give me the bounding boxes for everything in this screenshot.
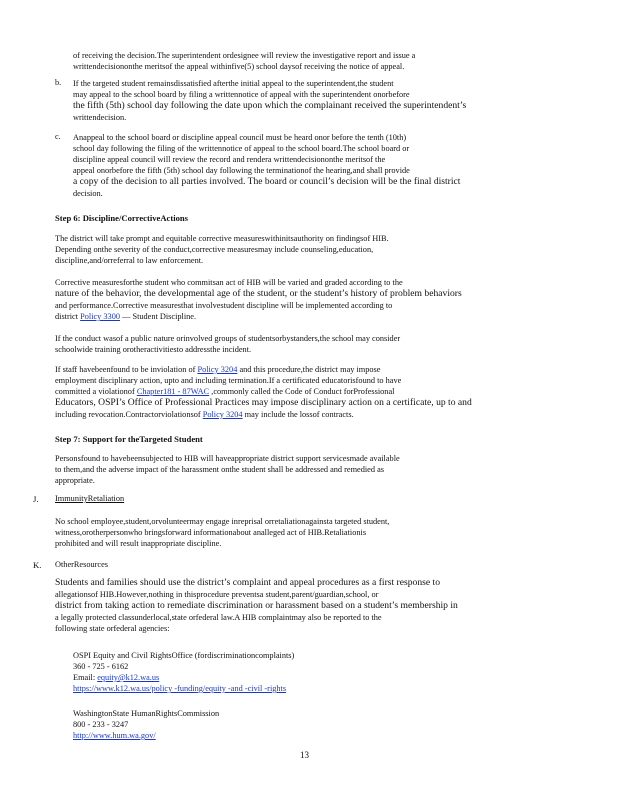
policy-3300-link[interactable]: Policy 3300: [80, 312, 120, 321]
item-c-text: Anappeal to the school board or discipline appeal council must be heard onor before the tenth (10th) school day following the filing of the writtennotice of appeal to the school board.The school board or discipline appeal council will review the record and rendera writtendecisiononthe meritsof the appeal onorbefore the fifth (5th) school day following the terminationof the hearing,and shall provide a copy of the decision to all parties involved. The board or council’s decision will be the final district decision.: [73, 133, 461, 198]
section-k-paragraph: Students and families should use the district’s complaint and appeal procedures as a first response to allegationsof HIB.However,nothing in thisprocedure preventsa student,parent/guardian,school, or district from taking action to remediate discrimination or harassment based on a student’s membership in a legally protected classunderlocal,state orfederal law.A HIB complaintmay also be reported to the following state orfederal agencies:: [55, 577, 458, 633]
hum-wa-gov-link[interactable]: http://www.hum.wa.gov/: [73, 731, 156, 740]
step6-paragraph-4: If staff havebeenfound to be inviolation of Policy 3204 and this procedure,the district may impose employment disciplinary action, upto and including termination.If a certificated educatorisfound to have committed a violationof Chapter181 - 87WAC ,commonly called the Code of Conduct forProfessional Educators, OSPI’s Office of Professional Practices may impose disciplinary action on a certificate, up to and including revocation.Contractorviolationsof Policy 3204 may include the lossof contracts.: [55, 365, 472, 419]
item-a-continuation: of receiving the decision.The superintendent ordesignee will review the investigative report and issue a writtendecisiononthe meritsof the appeal withinfive(5) school daysof receiving the notice of appeal.: [73, 51, 416, 71]
item-b-text: If the targeted student remainsdissatisfied afterthe initial appeal to the superintendent,the student may appeal to the school board by filing a writtennotice of appeal with the superintendent onorbefore the fifth (5th) school day following the date upon which the complainant received the superintendent’s writtendecision.: [73, 79, 467, 122]
item-c-marker: c.: [55, 132, 61, 141]
section-k-title: OtherResources: [55, 560, 108, 569]
resource-ospi: OSPI Equity and Civil RightsOffice (fordiscriminationcomplaints) 360 - 725 - 6162 Email: equity@k12.wa.us https://www.k12.wa.us/policy -funding/equity -and -civil -rights: [73, 651, 295, 693]
item-b-marker: b.: [55, 78, 62, 87]
policy-3204-link-2[interactable]: Policy 3204: [202, 410, 243, 419]
resource-human-rights-commission: WashingtonState HumanRightsCommission 800 - 233 - 3247 http://www.hum.wa.gov/: [73, 709, 220, 740]
section-k-letter: K.: [33, 560, 42, 570]
step7-paragraph: Personsfound to havebeensubjected to HIB will haveappropriate district support servicesmade available to them,and the adverse impact of the harassment onthe student shall be addressed and remedied as appropriate.: [55, 454, 400, 485]
policy-3204-link[interactable]: Policy 3204: [197, 365, 238, 374]
page-number: 13: [300, 750, 309, 760]
ospi-url-link[interactable]: https://www.k12.wa.us/policy -funding/equity -and -civil -rights: [73, 684, 287, 693]
section-j-paragraph: No school employee,student,orvolunteermay engage inreprisal orretaliationagainsta targeted student, witness,orotherpersonwho bringsforward informationabout analleged act of HIB.Retaliationis prohibited and will result inappropriate discipline.: [55, 517, 390, 548]
section-j-title: ImmunityRetaliation: [55, 494, 125, 503]
chapter-181-87-wac-link[interactable]: Chapter181 - 87WAC: [136, 387, 210, 396]
ospi-email-link[interactable]: equity@k12.wa.us: [97, 673, 160, 682]
step6-paragraph-3: If the conduct wasof a public nature orinvolved groups of studentsorbystanders,the school may consider schoolwide training orotheractivitiesto addressthe incident.: [55, 334, 401, 354]
step6-heading: Step 6: Discipline/CorrectiveActions: [55, 213, 189, 223]
section-j-letter: J.: [33, 494, 39, 504]
step6-paragraph-1: The district will take prompt and equitable corrective measureswithinitsauthority on findingsof HIB. Depending onthe severity of the conduct,corrective measuresmay include counseling,education, discipline,and/orreferral to law enforcement.: [55, 234, 389, 265]
step6-paragraph-2: Corrective measuresforthe student who commitsan act of HIB will be varied and graded according to the nature of the behavior, the developmental age of the student, or the student’s history of problem behaviors and performance.Corrective measuresthat involvestudent discipline will be implemented according to district Policy 3300 — Student Discipline.: [55, 278, 462, 321]
step7-heading: Step 7: Support for theTargeted Student: [55, 434, 203, 444]
